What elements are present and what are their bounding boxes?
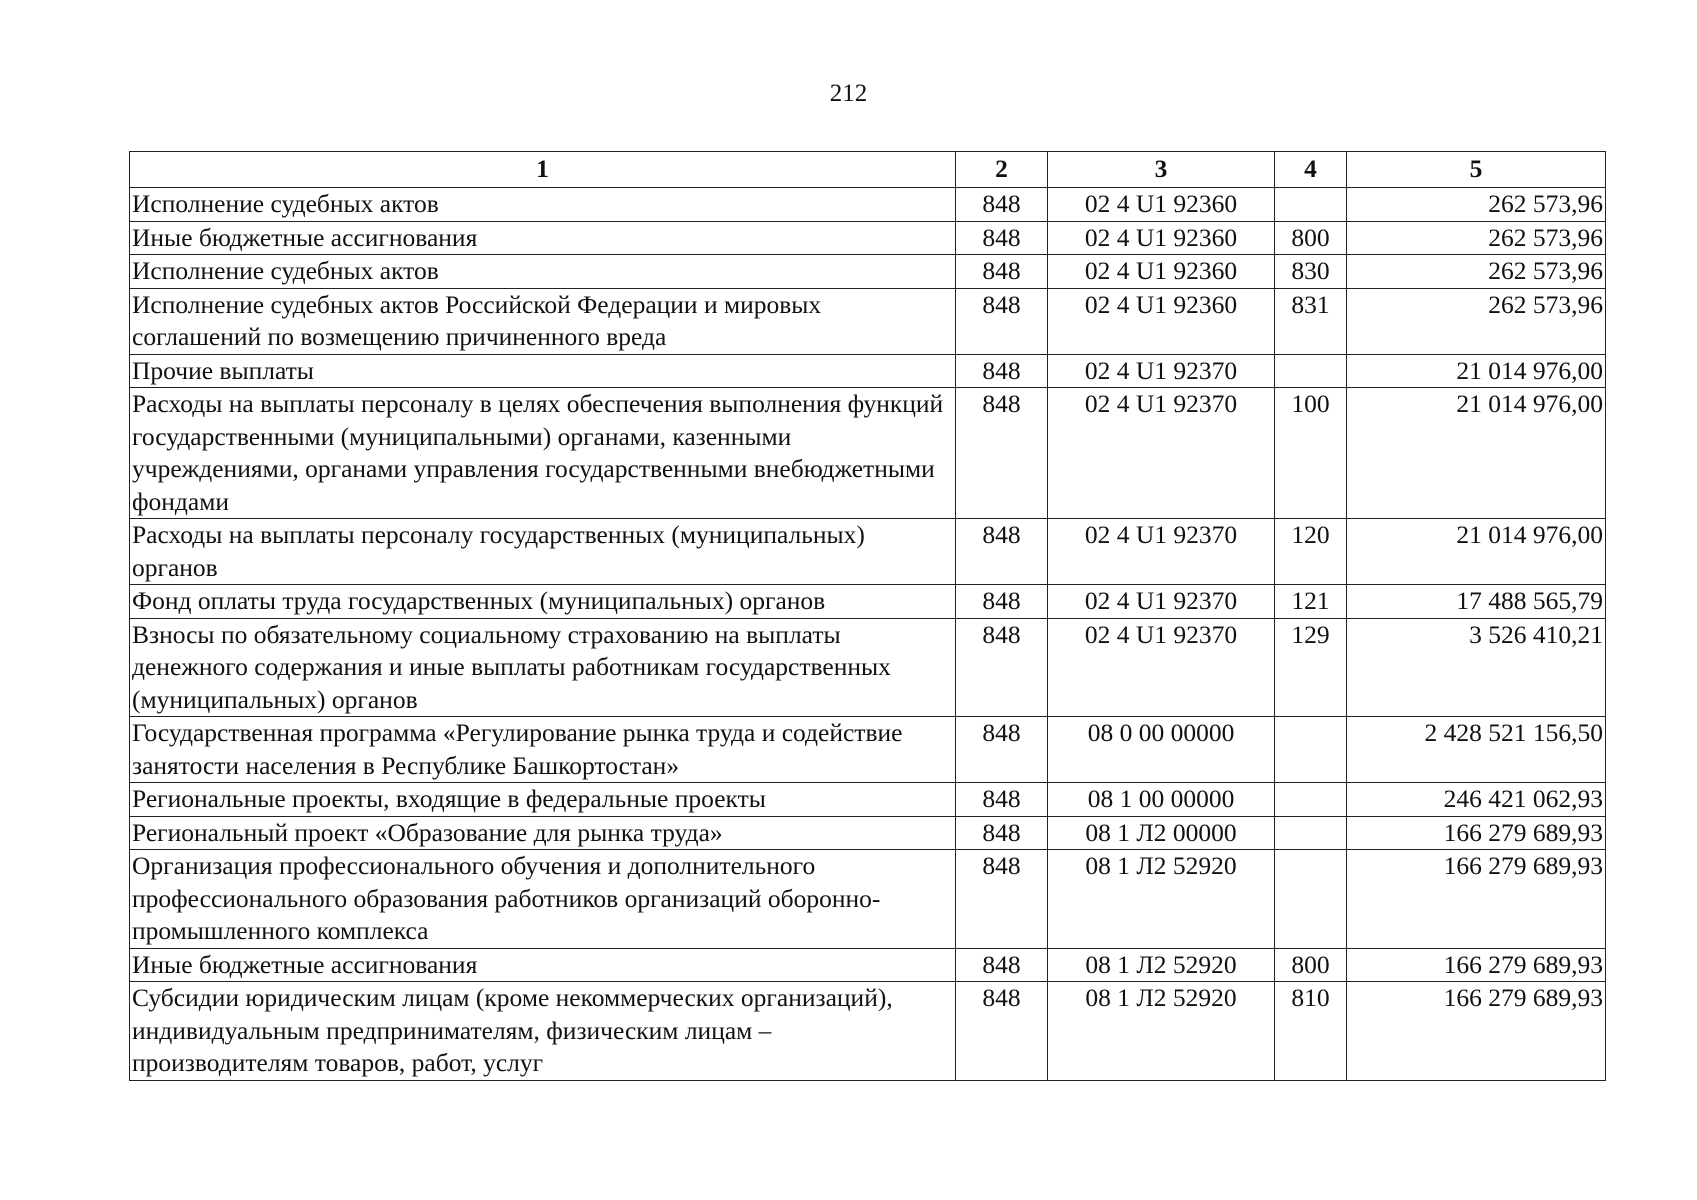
row-code: 848	[956, 388, 1048, 519]
column-header: 2	[956, 152, 1048, 188]
table-row	[130, 783, 1606, 817]
row-name: Исполнение судебных актов	[130, 255, 956, 289]
row-amount: 166 279 689,93	[1347, 816, 1606, 850]
row-code: 848	[956, 255, 1048, 289]
row-vr	[1275, 850, 1347, 949]
row-amount: 3 526 410,21	[1347, 618, 1606, 717]
row-vr: 831	[1275, 288, 1347, 354]
row-vr: 121	[1275, 585, 1347, 619]
table-row	[130, 982, 1606, 1081]
row-vr	[1275, 717, 1347, 783]
row-code: 848	[956, 188, 1048, 222]
row-csr: 08 0 00 00000	[1048, 717, 1275, 783]
row-code: 848	[956, 850, 1048, 949]
table-row	[130, 948, 1606, 982]
row-code: 848	[956, 221, 1048, 255]
column-header: 3	[1048, 152, 1275, 188]
table-row	[130, 255, 1606, 289]
row-csr: 02 4 U1 92360	[1048, 188, 1275, 222]
column-header: 4	[1275, 152, 1347, 188]
row-vr: 800	[1275, 221, 1347, 255]
row-amount: 166 279 689,93	[1347, 982, 1606, 1081]
table-header-row	[130, 152, 1606, 188]
row-vr	[1275, 816, 1347, 850]
row-name: Прочие выплаты	[130, 354, 956, 388]
table-row	[130, 388, 1606, 519]
row-csr: 08 1 00 00000	[1048, 783, 1275, 817]
row-amount: 262 573,96	[1347, 221, 1606, 255]
row-name: Расходы на выплаты персоналу государственных (муниципальных) органов	[130, 519, 956, 585]
row-amount: 166 279 689,93	[1347, 850, 1606, 949]
row-name: Исполнение судебных актов	[130, 188, 956, 222]
row-amount: 21 014 976,00	[1347, 519, 1606, 585]
row-amount: 166 279 689,93	[1347, 948, 1606, 982]
row-code: 848	[956, 948, 1048, 982]
page-number: 212	[829, 80, 868, 107]
table-row	[130, 188, 1606, 222]
row-amount: 21 014 976,00	[1347, 388, 1606, 519]
row-vr	[1275, 783, 1347, 817]
row-amount: 262 573,96	[1347, 288, 1606, 354]
row-code: 848	[956, 783, 1048, 817]
row-vr	[1275, 188, 1347, 222]
row-csr: 02 4 U1 92370	[1048, 388, 1275, 519]
table-row	[130, 288, 1606, 354]
row-name: Региональные проекты, входящие в федеральные проекты	[130, 783, 956, 817]
row-csr: 02 4 U1 92370	[1048, 354, 1275, 388]
table-row	[130, 816, 1606, 850]
row-csr: 02 4 U1 92360	[1048, 288, 1275, 354]
row-name: Взносы по обязательному социальному страхованию на выплаты денежного содержания и иные выплаты работникам государственных (муниципальных) органов	[130, 618, 956, 717]
row-csr: 02 4 U1 92370	[1048, 519, 1275, 585]
row-vr	[1275, 354, 1347, 388]
row-vr: 830	[1275, 255, 1347, 289]
table-row	[130, 585, 1606, 619]
column-header: 1	[130, 152, 956, 188]
row-amount: 17 488 565,79	[1347, 585, 1606, 619]
row-name: Организация профессионального обучения и дополнительного профессионального образования работников организаций оборонно-промышленного комплекса	[130, 850, 956, 949]
row-csr: 02 4 U1 92370	[1048, 585, 1275, 619]
row-csr: 02 4 U1 92360	[1048, 255, 1275, 289]
row-amount: 2 428 521 156,50	[1347, 717, 1606, 783]
row-amount: 262 573,96	[1347, 255, 1606, 289]
row-code: 848	[956, 618, 1048, 717]
row-name: Фонд оплаты труда государственных (муниципальных) органов	[130, 585, 956, 619]
row-code: 848	[956, 288, 1048, 354]
row-name: Региональный проект «Образование для рынка труда»	[130, 816, 956, 850]
row-csr: 02 4 U1 92370	[1048, 618, 1275, 717]
row-csr: 08 1 Л2 52920	[1048, 948, 1275, 982]
row-amount: 21 014 976,00	[1347, 354, 1606, 388]
row-code: 848	[956, 982, 1048, 1081]
row-name: Субсидии юридическим лицам (кроме некоммерческих организаций), индивидуальным предпринимателям, физическим лицам – производителям товаров, работ, услуг	[130, 982, 956, 1081]
row-code: 848	[956, 717, 1048, 783]
row-vr: 100	[1275, 388, 1347, 519]
row-name: Иные бюджетные ассигнования	[130, 948, 956, 982]
table-row	[130, 354, 1606, 388]
row-name: Исполнение судебных актов Российской Федерации и мировых соглашений по возмещению причиненного вреда	[130, 288, 956, 354]
row-code: 848	[956, 519, 1048, 585]
table-row	[130, 618, 1606, 717]
row-vr: 129	[1275, 618, 1347, 717]
row-csr: 08 1 Л2 00000	[1048, 816, 1275, 850]
table-row	[130, 519, 1606, 585]
table-row	[130, 717, 1606, 783]
row-name: Иные бюджетные ассигнования	[130, 221, 956, 255]
row-csr: 08 1 Л2 52920	[1048, 850, 1275, 949]
row-name: Государственная программа «Регулирование рынка труда и содействие занятости населения в Республике Башкортостан»	[130, 717, 956, 783]
column-header: 5	[1347, 152, 1606, 188]
row-code: 848	[956, 816, 1048, 850]
row-name: Расходы на выплаты персоналу в целях обеспечения выполнения функций государственными (муниципальными) органами, казенными учреждениями, органами управления государственными внебюджетными фондами	[130, 388, 956, 519]
budget-table	[129, 151, 1606, 1081]
row-vr: 800	[1275, 948, 1347, 982]
row-csr: 02 4 U1 92360	[1048, 221, 1275, 255]
row-code: 848	[956, 585, 1048, 619]
table-row	[130, 850, 1606, 949]
row-vr: 120	[1275, 519, 1347, 585]
row-vr: 810	[1275, 982, 1347, 1081]
row-amount: 246 421 062,93	[1347, 783, 1606, 817]
row-csr: 08 1 Л2 52920	[1048, 982, 1275, 1081]
row-amount: 262 573,96	[1347, 188, 1606, 222]
row-code: 848	[956, 354, 1048, 388]
table-row	[130, 221, 1606, 255]
